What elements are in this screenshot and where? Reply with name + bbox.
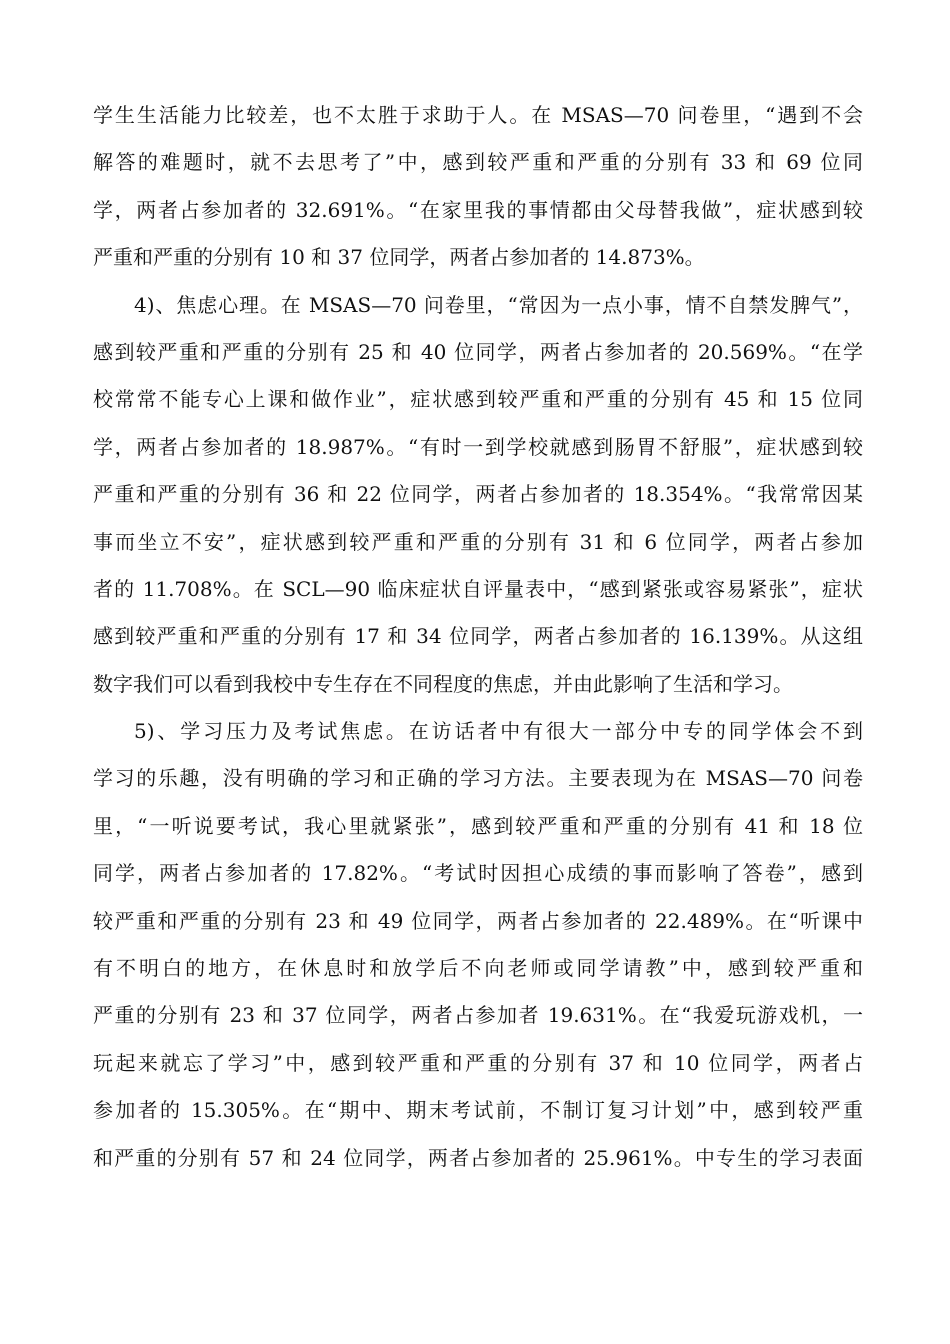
- text-line: 感到较严重和严重的分别有 25 和 40 位同学，两者占参加者的 20.569%。“在学: [93, 339, 863, 364]
- text-line: 数字我们可以看到我校中专生存在不同程度的焦虑，并由此影响了生活和学习。: [93, 671, 793, 696]
- text-line: 里，“一听说要考试，我心里就紧张”，感到较严重和严重的分别有 41 和 18 位: [93, 813, 863, 838]
- text-line: 者的 11.708%。在 SCL—90 临床症状自评量表中，“感到紧张或容易紧张”，症状: [93, 576, 863, 601]
- text-line: 学习的乐趣，没有明确的学习和正确的学习方法。主要表现为在 MSAS—70 问卷: [93, 766, 863, 791]
- text-line: 同学，两者占参加者的 17.82%。“考试时因担心成绩的事而影响了答卷”，感到: [93, 861, 863, 886]
- text-line: 有不明白的地方，在休息时和放学后不向老师或同学请教”中，感到较严重和: [93, 956, 863, 981]
- text-line: 参加者的 15.305%。在“期中、期末考试前，不制订复习计划”中，感到较严重: [93, 1098, 863, 1123]
- text-line: 严重和严重的分别有 36 和 22 位同学，两者占参加者的 18.354%。“我常常因某: [93, 482, 863, 507]
- text-line: 严重和严重的分别有 10 和 37 位同学，两者占参加者的 14.873%。: [93, 245, 705, 270]
- text-line: 较严重和严重的分别有 23 和 49 位同学，两者占参加者的 22.489%。在“听课中: [93, 908, 863, 933]
- text-line: 学，两者占参加者的 32.691%。“在家里我的事情都由父母替我做”，症状感到较: [93, 197, 863, 222]
- text-line: 学生生活能力比较差，也不太胜于求助于人。在 MSAS—70 问卷里，“遇到不会: [93, 103, 863, 127]
- text-line: 感到较严重和严重的分别有 17 和 34 位同学，两者占参加者的 16.139%。从这组: [93, 624, 863, 649]
- text-line: 玩起来就忘了学习”中，感到较严重和严重的分别有 37 和 10 位同学，两者占: [93, 1050, 863, 1075]
- body-text: [93, 92, 863, 1182]
- text-line: 解答的难题时，就不去思考了”中，感到较严重和严重的分别有 33 和 69 位同: [93, 150, 863, 175]
- paragraph-4-first-line: 4)、焦虑心理。在 MSAS—70 问卷里，“常因为一点小事，情不自禁发脾气”，: [134, 292, 863, 317]
- text-line: 严重的分别有 23 和 37 位同学，两者占参加者 19.631%。在“我爱玩游戏机，一: [93, 1003, 863, 1028]
- text-line: 学，两者占参加者的 18.987%。“有时一到学校就感到肠胃不舒服”，症状感到较: [93, 434, 863, 459]
- text-line: 和严重的分别有 57 和 24 位同学，两者占参加者的 25.961%。中专生的学习表面: [93, 1145, 863, 1170]
- text-line: 事而坐立不安”，症状感到较严重和严重的分别有 31 和 6 位同学，两者占参加: [93, 529, 863, 554]
- paragraph-5-first-line: 5)、学习压力及考试焦虑。在访话者中有很大一部分中专的同学体会不到: [134, 719, 863, 744]
- text-line: 校常常不能专心上课和做作业”，症状感到较严重和严重的分别有 45 和 15 位同: [93, 387, 863, 412]
